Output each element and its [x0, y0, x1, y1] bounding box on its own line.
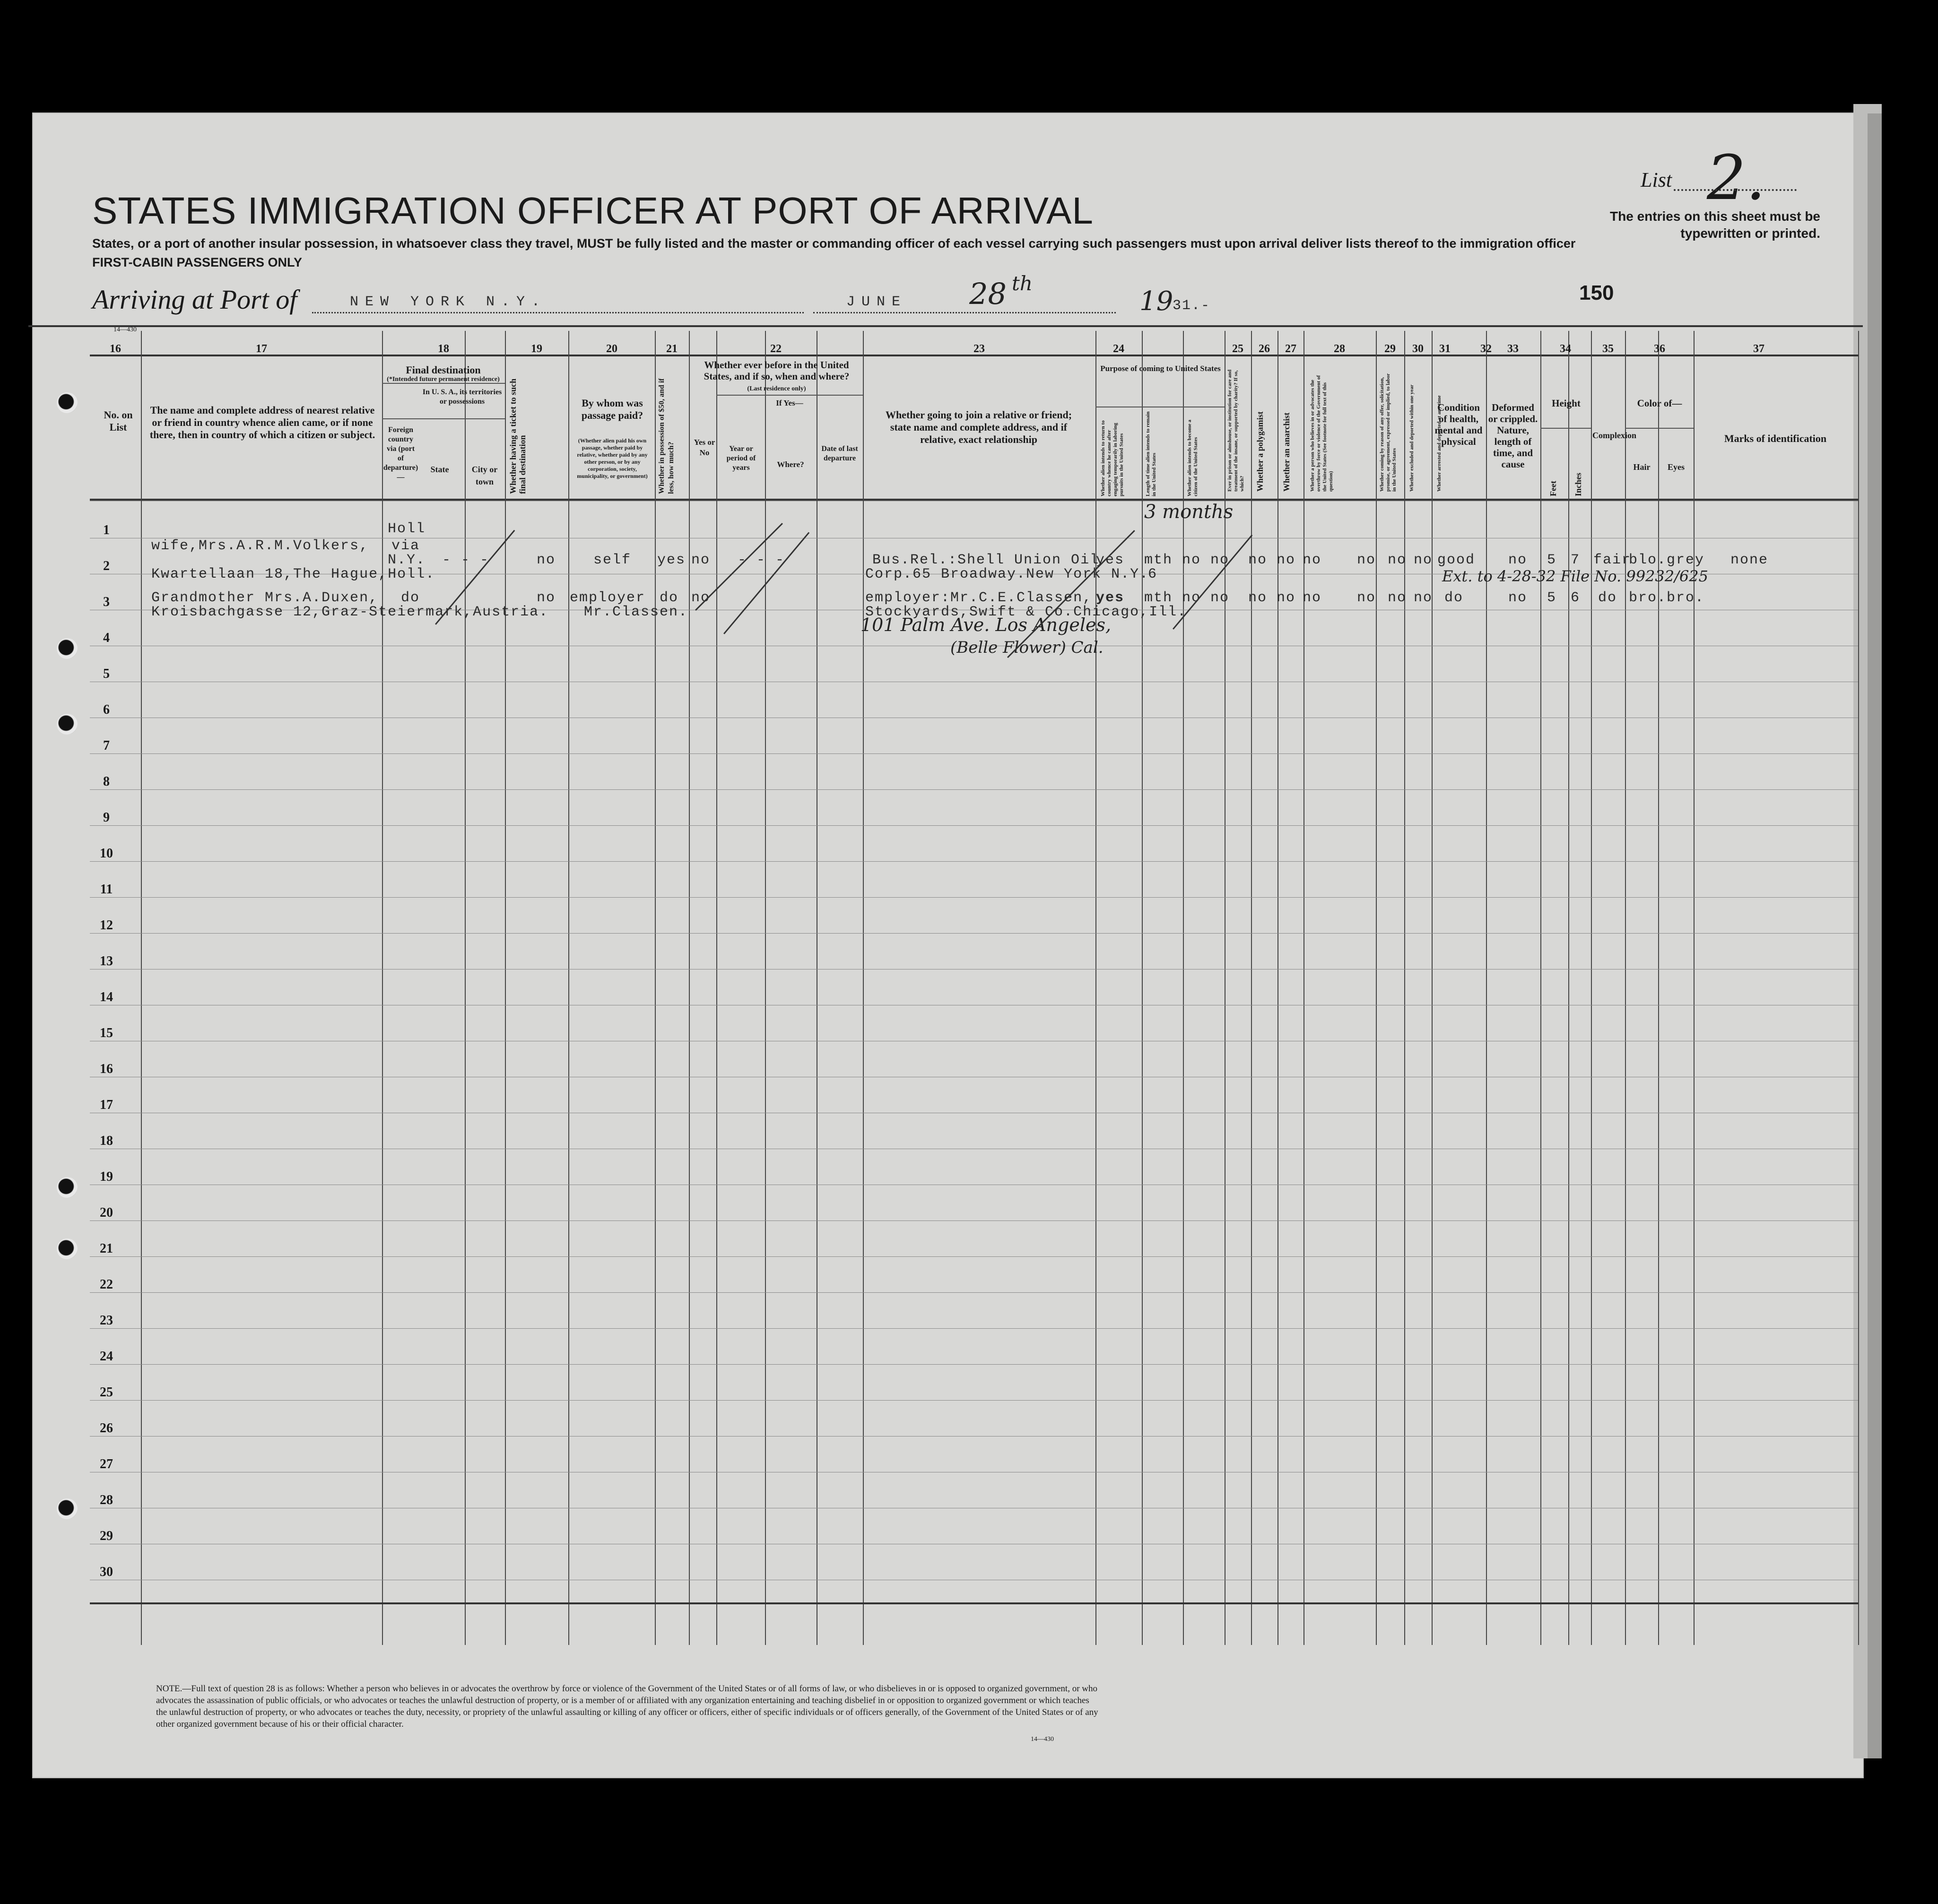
col-rule [1432, 331, 1433, 1645]
row-number: 24 [100, 1349, 113, 1364]
row-number: 1 [103, 523, 110, 537]
length-of-stay: mth [1144, 552, 1173, 568]
deformed-answer: no [1508, 590, 1528, 606]
deported-answer: no [1414, 552, 1433, 568]
row-line [90, 1364, 1858, 1365]
row-number: 16 [100, 1062, 113, 1076]
col-rule [1183, 331, 1184, 1645]
col-rule [716, 331, 717, 1645]
col22-years-header: Year or period of years [726, 445, 756, 472]
col28-header: Whether a person who believes in or advocates the overthrow by force or violence of the Government of the United States (See footnote for full text of this question) [1310, 375, 1334, 492]
col34-header: Height [1552, 398, 1581, 409]
col18-foreign-header: Foreign country via (port of departure)— [383, 426, 418, 481]
row-line [90, 1292, 1858, 1293]
column-number: 33 [1507, 343, 1519, 355]
row-number: 15 [100, 1026, 113, 1040]
list-underline [1674, 189, 1797, 191]
row-number: 25 [100, 1385, 113, 1400]
labor-answer: no [1357, 552, 1376, 568]
prison-answer: no [1210, 552, 1230, 568]
rule [382, 418, 505, 419]
row-number: 19 [100, 1169, 113, 1184]
row-number: 13 [100, 954, 113, 969]
row-line [90, 933, 1858, 934]
col-rule [1142, 331, 1143, 1645]
col26-header: Whether a polygamist [1255, 411, 1265, 492]
col24c-header: Whether alien intends to become a citizen of the United States [1187, 419, 1199, 496]
col22-date-header: Date of last departure [821, 445, 858, 462]
col-rule [689, 331, 690, 1645]
row-number: 8 [103, 774, 110, 789]
col21-header: Whether in possession of $50, and if less, how much? [658, 378, 675, 494]
col-rule [655, 331, 656, 1645]
relative-name: Grandmother Mrs.A.Duxen, [151, 590, 379, 606]
joining-contact: employer:Mr.C.E.Classen, [865, 590, 1093, 606]
col-rule [505, 331, 506, 1645]
page-stamp: 150 [1579, 281, 1614, 304]
col22-header: Whether ever before in the United States, and if so, when and where? [704, 359, 850, 382]
polygamist-answer: no [1248, 590, 1268, 606]
height-inches: 7 [1571, 552, 1581, 568]
binder-hole [57, 1177, 78, 1198]
col23-header: Whether going to join a relative or friend; state name and complete address, and if relative, exact relationship [885, 409, 1072, 445]
relative-name: wife,Mrs.A.R.M.Volkers, [151, 538, 369, 554]
foreign-country-via: via [391, 538, 420, 554]
anarchist-answer: no [1277, 590, 1296, 606]
binder-hole [57, 392, 78, 413]
column-number: 23 [973, 343, 985, 355]
row-number: 27 [100, 1457, 113, 1471]
col30-header: Whether excluded and deported within one year [1409, 384, 1415, 492]
col-rule [1568, 331, 1569, 1645]
row-number: 3 [103, 595, 110, 609]
col35-header: Complexion [1592, 431, 1637, 440]
year-suffix: 31.- [1173, 298, 1211, 314]
typewritten-note: The entries on this sheet must be typewritten or printed. [1610, 209, 1820, 241]
list-number: 2. [1707, 142, 1766, 214]
excluded-answer: no [1388, 552, 1407, 568]
height-inches: 6 [1571, 590, 1581, 606]
header-instructions: States, or a port of another insular possession, in whatsoever class they travel, MUST be fully listed and the master or commanding officer of each vessel carrying such passengers must upon arrival deliver lists thereof to the immigration officer [92, 236, 1576, 251]
binder-hole [57, 1238, 78, 1259]
year-prefix: 19 [1139, 286, 1173, 317]
row-number: 21 [100, 1241, 113, 1256]
col-rule [1625, 331, 1626, 1645]
handwritten-address-city: (Belle Flower) Cal. [950, 638, 1104, 657]
col33-header: Deformed or crippled. Nature, length of time, and cause [1488, 402, 1538, 470]
rule [1625, 428, 1694, 429]
col20-subheader: (Whether alien paid his own passage, whether paid by relative, whether paid by any other person, or by any corporation, society, municipality, or government) [577, 437, 648, 479]
col34-feet-header: Feet [1548, 481, 1558, 496]
col-rule [1694, 331, 1695, 1645]
passage-paid-by: self [593, 552, 632, 568]
joining-address: Stockyards,Swift & Co.Chicago,Ill. [865, 604, 1187, 620]
row-number: 10 [100, 846, 113, 861]
col36-eyes-header: Eyes [1668, 462, 1685, 472]
port-blank [312, 312, 804, 313]
footnote-form-code: 14—430 [1031, 1736, 1054, 1743]
row-line [90, 1328, 1858, 1329]
row-number: 4 [103, 631, 110, 645]
prior-visit-answer: no [691, 552, 711, 568]
height-feet: 5 [1547, 590, 1557, 606]
col18-usa-header: In U. S. A., its territories or possessions [422, 388, 502, 406]
column-number: 22 [770, 343, 782, 355]
eye-color: grey [1667, 552, 1705, 568]
relative-address: Kwartellaan 18,The Hague,Holl. [151, 566, 435, 582]
page-edge-shadow [1868, 113, 1882, 1758]
date-value: JUNE [846, 294, 907, 310]
col-rule [1591, 331, 1592, 1645]
col36-header: Color of— [1637, 398, 1682, 409]
column-number: 18 [438, 343, 449, 355]
col-rule [1486, 331, 1487, 1645]
col22-ifyes-header: If Yes— [776, 398, 803, 407]
row-number: 9 [103, 810, 110, 825]
col27-header: Whether an anarchist [1282, 412, 1291, 492]
row-number: 5 [103, 666, 110, 681]
col24a-header: Whether alien intends to return to country whence he came after engaging temporarily in laboring pursuits in the United States [1100, 420, 1124, 496]
eye-color: bro. [1667, 590, 1705, 606]
deported-answer: no [1414, 590, 1433, 606]
header-class: FIRST-CABIN PASSENGERS ONLY [92, 255, 303, 269]
row-number: 2 [103, 559, 110, 573]
col31-header: Whether arrested and deported at any time [1436, 395, 1442, 492]
col-rule [1404, 331, 1405, 1645]
row-line [90, 861, 1858, 862]
col25-header: Ever in prison or almshouse, or institution for care and treatment of the insane, or supported by charity? If so, which? [1227, 369, 1245, 492]
complexion: do [1598, 590, 1617, 606]
column-number: 34 [1560, 343, 1571, 355]
col19-header: Whether having a ticket to such final destination [508, 378, 527, 494]
col16-header: No. on List [104, 409, 133, 433]
height-feet: 5 [1547, 552, 1557, 568]
binder-hole [57, 714, 78, 735]
col37-header: Marks of identification [1724, 433, 1827, 444]
ticket-answer: no [537, 552, 556, 568]
prior-visit-answer: no [691, 590, 711, 606]
row-number: 14 [100, 990, 113, 1004]
citizen-intent: no [1182, 590, 1201, 606]
col17-header: The name and complete address of nearest relative or friend in country whence alien came, or if none there, then in country of which a citizen or subject. [149, 404, 375, 441]
ticket-answer: no [537, 590, 556, 606]
col-rule [141, 331, 142, 1645]
page-title: STATES IMMIGRATION OFFICER AT PORT OF ARRIVAL [92, 190, 1094, 232]
column-number: 16 [110, 343, 121, 355]
column-number: 17 [256, 343, 267, 355]
col22-yesno-header: Yes or No [694, 438, 715, 457]
row-number: 29 [100, 1529, 113, 1543]
column-number: 30 [1412, 343, 1424, 355]
foreign-country: Holl [388, 521, 426, 537]
column-number: 25 [1232, 343, 1243, 355]
marks-answer: none [1730, 552, 1769, 568]
row-line [90, 825, 1858, 826]
rule [1540, 428, 1591, 429]
row-line [90, 753, 1858, 754]
col-rule [765, 331, 766, 1645]
column-number: 35 [1602, 343, 1614, 355]
handwritten-address: 101 Palm Ave. Los Angeles, [860, 614, 1112, 635]
col-rule [465, 331, 466, 1645]
row-number: 7 [103, 738, 110, 753]
col-rule [382, 331, 383, 1645]
column-number: 28 [1334, 343, 1345, 355]
handwritten-six: 6 [1148, 566, 1158, 582]
money-answer: yes [657, 552, 686, 568]
col36-hair-header: Hair [1633, 462, 1651, 472]
col22-where-header: Where? [777, 460, 804, 469]
health-answer: good [1437, 552, 1476, 568]
foreign-country-port: N.Y. [388, 552, 426, 568]
day-value: 28 [969, 277, 1007, 311]
col18-state-header: State [430, 465, 449, 474]
form-code: 14—430 [113, 326, 137, 333]
column-number: 29 [1384, 343, 1396, 355]
money-answer: do [660, 590, 679, 606]
deformed-answer: no [1508, 552, 1528, 568]
port-value: NEW YORK N.Y. [350, 294, 547, 310]
length-of-stay: mth [1144, 590, 1173, 606]
hair-color: bro. [1629, 590, 1667, 606]
col-rule [1858, 331, 1859, 1645]
day-suffix: th [1012, 272, 1033, 295]
row-number: 6 [103, 702, 110, 717]
destination-dashes: - - - [442, 552, 490, 568]
col29-header: Whether coming by reason of any offer, solicitation, promise, or agreement, expressed or implied, to labor in the United States [1379, 373, 1397, 492]
table-bottom-rule [90, 1602, 1858, 1604]
manifest-table [90, 331, 1858, 1645]
col18-subheader: (*Intended future permanent residence) [387, 376, 500, 383]
anarchist-answer: no [1277, 552, 1296, 568]
complexion: fair [1593, 552, 1632, 568]
foreign-country: do [401, 590, 420, 606]
excluded-answer: no [1388, 590, 1407, 606]
column-number: 19 [531, 343, 542, 355]
footnote-q28: NOTE.—Full text of question 28 is as follows: Whether a person who believes in or advocates the overthrow by force or violence of the Government of the United States or of all forms of law, or who disbelieves in or is opposed to organized government, or who advocates the assassination of public officials, or who advocates or teaches the unlawful destruction of property, or is a member of or affiliated with any organization entertaining and teaching disbelief in or opposition to organized government or which teaches the unlawful destruction of property, or who advocates or teaches the duty, necessity, or propriety of the unlawful assaulting or killing of any officer or officers, either of specific individuals or of officers generally, of the Government of the United States or of any other organized government because of his or their official character. [156, 1684, 1098, 1729]
row-number: 22 [100, 1277, 113, 1292]
health-answer: do [1444, 590, 1464, 606]
handwritten-stay: 3 months [1144, 501, 1234, 523]
hair-color: blo. [1629, 552, 1667, 568]
return-answer: yes [1096, 590, 1125, 606]
rule [90, 500, 1858, 501]
col34-inches-header: Inches [1573, 472, 1583, 496]
relative-address: Kroisbachgasse 12,Graz-Steiermark,Austria. [151, 604, 549, 620]
q28-answer: no [1303, 590, 1322, 606]
col18-city-header: City or town [471, 465, 498, 486]
column-number: 24 [1113, 343, 1124, 355]
binder-hole [57, 1498, 78, 1519]
return-answer: yes [1096, 552, 1125, 568]
col18-header: Final destination [406, 364, 481, 376]
row-number: 26 [100, 1421, 113, 1436]
row-line [90, 897, 1858, 898]
passage-paid-by-name: Mr.Classen. [584, 604, 688, 620]
date-blank [813, 312, 1116, 313]
citizen-intent: no [1182, 552, 1201, 568]
joining-contact: Bus.Rel.:Shell Union Oil [872, 552, 1100, 568]
extension-note: Ext. to 4-28-32 File No. 99232/625 [1442, 567, 1708, 585]
col-rule [1658, 331, 1659, 1645]
row-number: 28 [100, 1493, 113, 1507]
row-number: 12 [100, 918, 113, 933]
column-number: 20 [606, 343, 617, 355]
col-rule [863, 331, 864, 1645]
column-number: 32 [1480, 343, 1492, 355]
q28-answer: no [1303, 552, 1322, 568]
polygamist-answer: no [1248, 552, 1268, 568]
col24b-header: Length of time alien intends to remain in the United States [1145, 411, 1157, 496]
col20-header: By whom was passage paid? [581, 397, 643, 421]
col-rule [1251, 331, 1252, 1645]
column-number: 36 [1654, 343, 1665, 355]
binder-hole [57, 638, 78, 659]
col-rule [1376, 331, 1377, 1645]
row-line [90, 1436, 1858, 1437]
column-number: 31 [1439, 343, 1451, 355]
column-number: 27 [1285, 343, 1296, 355]
column-number: 21 [666, 343, 678, 355]
joining-address: Corp.65 Broadway.New York N.Y. [865, 566, 1149, 582]
col24-header: Purpose of coming to United States [1100, 364, 1221, 373]
list-label: List [1641, 168, 1672, 191]
row-line [90, 1256, 1858, 1257]
col-rule [1540, 331, 1541, 1645]
prison-answer: no [1210, 590, 1230, 606]
row-number: 11 [100, 882, 113, 897]
col-rule [1095, 331, 1096, 1645]
row-number: 18 [100, 1134, 113, 1148]
column-number: 37 [1753, 343, 1764, 355]
row-number: 23 [100, 1313, 113, 1328]
prior-visit-dashes: - - - [738, 552, 785, 568]
passage-paid-by: employer [570, 590, 646, 606]
col-rule [568, 331, 569, 1645]
row-line [90, 1400, 1858, 1401]
labor-answer: no [1357, 590, 1376, 606]
col22-subheader: (Last residence only) [747, 385, 806, 392]
arriving-label: Arriving at Port of [92, 284, 297, 315]
row-number: 30 [100, 1565, 113, 1579]
header-rule [28, 325, 1863, 327]
row-line [90, 1220, 1858, 1221]
column-number: 26 [1259, 343, 1270, 355]
col32-header: Condition of health, mental and physical [1434, 402, 1483, 447]
row-number: 17 [100, 1098, 113, 1112]
row-line [90, 789, 1858, 790]
row-number: 20 [100, 1205, 113, 1220]
